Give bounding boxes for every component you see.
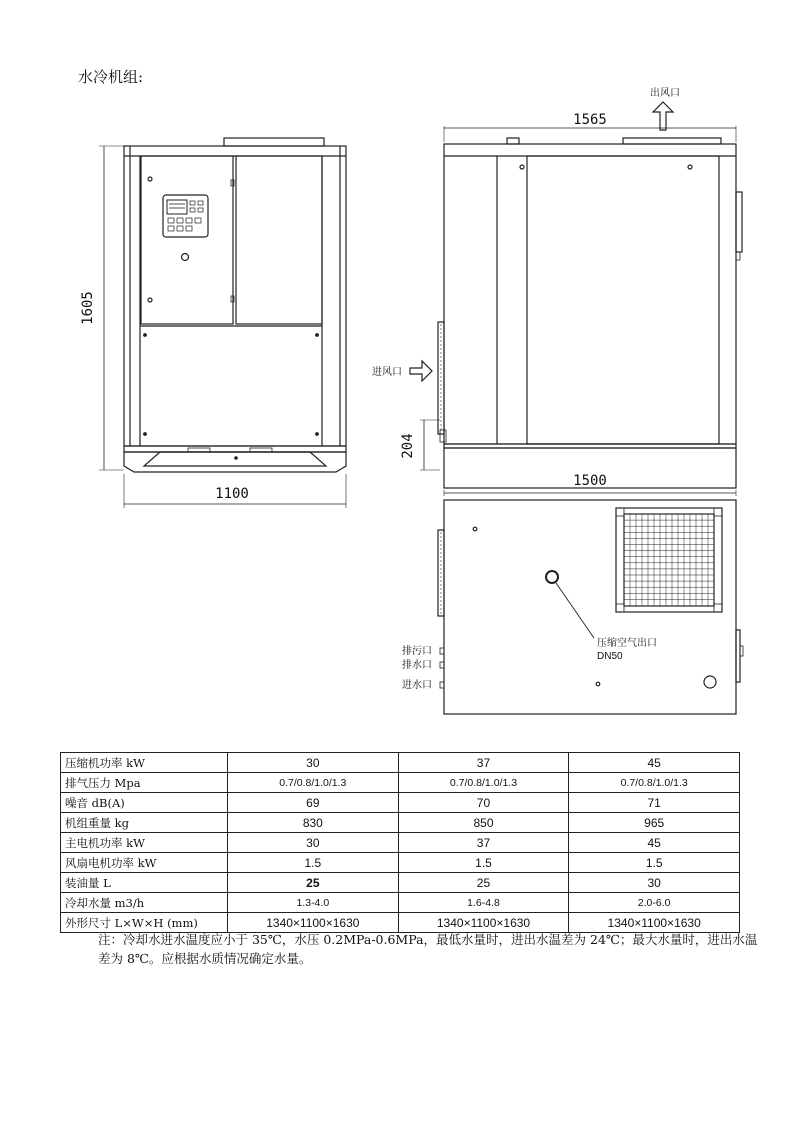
label-water-in: 进水口: [402, 680, 432, 691]
table-row: [61, 773, 740, 793]
table-cell: 850: [398, 813, 569, 833]
row-label: 冷却水量 m3/h: [61, 893, 228, 913]
table-cell: 30: [228, 833, 399, 853]
table-cell: 0.7/0.8/1.0/1.3: [228, 773, 399, 793]
table-cell: 1.5: [569, 853, 740, 873]
table-cell: 45: [569, 753, 740, 773]
table-cell: 37: [398, 753, 569, 773]
top-view: [438, 500, 743, 714]
label-air-in: 进风口: [372, 367, 402, 378]
table-cell: 45: [569, 833, 740, 853]
side-view: [410, 102, 742, 496]
table-cell: 1.5: [228, 853, 399, 873]
label-air-out: 出风口: [650, 88, 680, 99]
table-cell: 965: [569, 813, 740, 833]
row-label: 装油量 L: [61, 873, 228, 893]
table-cell: 1340×1100×1630: [228, 913, 399, 933]
front-view: [99, 138, 346, 508]
table-cell: 1340×1100×1630: [398, 913, 569, 933]
table-row: [61, 753, 740, 773]
table-cell: 1.5: [398, 853, 569, 873]
table-cell: 70: [398, 793, 569, 813]
table-cell: 0.7/0.8/1.0/1.3: [398, 773, 569, 793]
table-cell: 830: [228, 813, 399, 833]
table-row: [61, 813, 740, 833]
dim-side-base-height: 204: [400, 433, 416, 459]
row-label: 噪音 dB(A): [61, 793, 228, 813]
note-text: 注：冷却水进水温度应小于 35℃，水压 0.2MPa-0.6MPa，最低水量时，进出水温差为 24℃；最大水量时，进出水温差为 8℃。应根据水质情况确定水量。: [98, 932, 758, 966]
table-cell: 2.0-6.0: [569, 893, 740, 913]
row-label: 主电机功率 kW: [61, 833, 228, 853]
table-cell: 30: [569, 873, 740, 893]
table-cell: 69: [228, 793, 399, 813]
dim-side-length: 1565: [573, 112, 607, 128]
table-row: [61, 893, 740, 913]
table-cell: 1.6-4.8: [398, 893, 569, 913]
table-cell: 0.7/0.8/1.0/1.3: [569, 773, 740, 793]
row-label: 排气压力 Mpa: [61, 773, 228, 793]
label-compressed-air-outlet: 压缩空气出口: [597, 638, 657, 649]
table-cell: 1340×1100×1630: [569, 913, 740, 933]
table-row: [61, 833, 740, 853]
table-cell: 71: [569, 793, 740, 813]
label-drain: 排污口: [402, 646, 432, 657]
row-label: 外形尺寸 L×W×H (mm): [61, 913, 228, 933]
dim-side-base-length: 1500: [573, 473, 607, 489]
table-cell: 1.3-4.0: [228, 893, 399, 913]
table-cell: 37: [398, 833, 569, 853]
table-row: [61, 853, 740, 873]
dim-front-height: 1605: [80, 291, 96, 325]
table-cell: 25: [398, 873, 569, 893]
section-heading: 水冷机组:: [78, 68, 144, 86]
table-cell: 30: [228, 753, 399, 773]
row-label: 压缩机功率 kW: [61, 753, 228, 773]
table-cell: 25: [228, 873, 399, 893]
label-water-out: 排水口: [402, 660, 432, 671]
label-outlet-size: DN50: [597, 651, 623, 662]
spec-table: [60, 752, 740, 933]
table-row: [61, 793, 740, 813]
table-row: [61, 873, 740, 893]
row-label: 风扇电机功率 kW: [61, 853, 228, 873]
dim-front-width: 1100: [215, 486, 249, 502]
row-label: 机组重量 kg: [61, 813, 228, 833]
